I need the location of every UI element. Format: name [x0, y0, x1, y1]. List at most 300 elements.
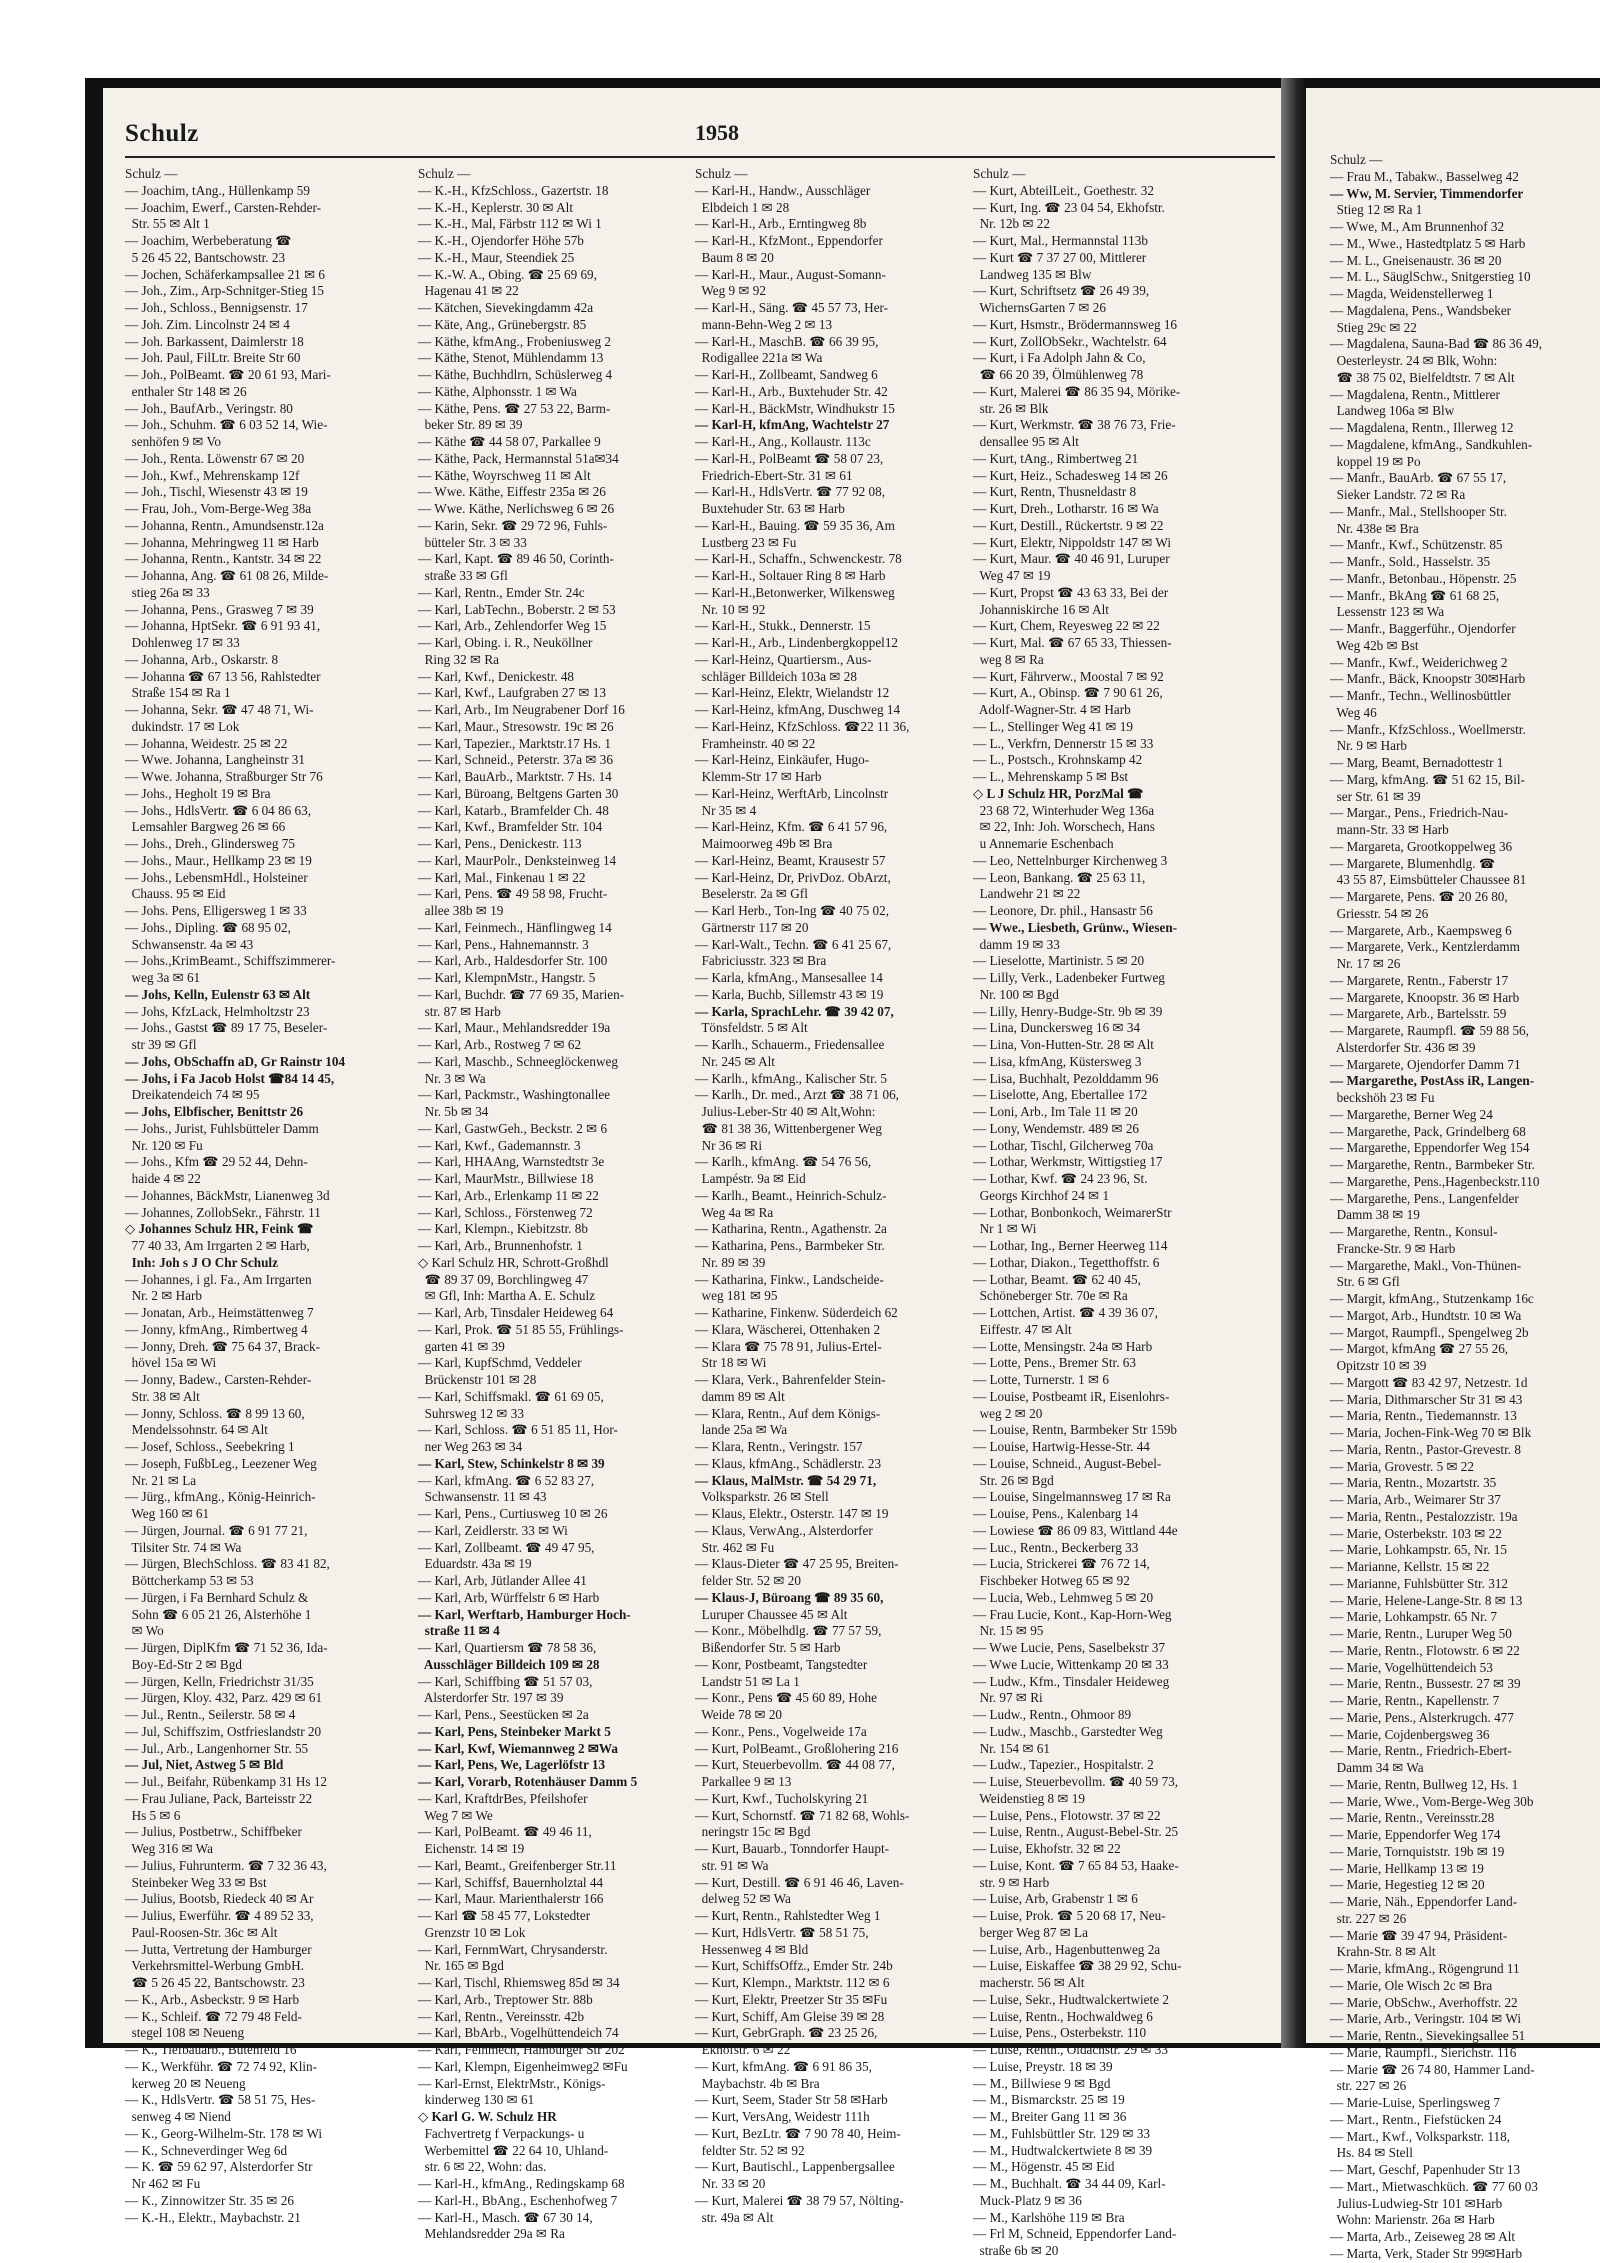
directory-entry-line: Klemm-Str 17 ✉ Harb [695, 769, 822, 784]
directory-entry-line: — Karl-Heinz, Quartiersm., Aus- [695, 651, 872, 667]
directory-entry-line: — Karl, KraftdrBes, Pfeilshofer [418, 1790, 588, 1806]
directory-entry-line: Ekhofstr. 6 ✉ 22 [695, 2042, 791, 2057]
directory-entry-line: — Johs., Dipling. ☎ 68 95 02, [125, 919, 291, 935]
directory-entry-line: — Karl-H., BbAng., Eschenhofweg 7 [418, 2192, 618, 2208]
directory-entry-line: Str. 6 ✉ Gfl [1330, 1274, 1400, 1290]
directory-entry-line: stegel 108 ✉ Neueng [125, 2025, 245, 2041]
directory-entry-line: — Karl, Büroang, Beltgens Garten 30 [418, 785, 619, 801]
directory-entry-line: — Johanna ☎ 67 13 56, Rahlstedter [125, 668, 321, 684]
directory-entry-line: Werbemittel ☎ 22 64 10, Uhland- [418, 2142, 609, 2158]
directory-entry-line: — Wwe Lucie, Wittenkamp 20 ✉ 33 [973, 1656, 1169, 1672]
directory-entry-line: — Lina, Dunckersweg 16 ✉ 34 [973, 1020, 1141, 1036]
running-header [125, 116, 1275, 158]
directory-entry-line: Str 18 ✉ Wi [695, 1355, 767, 1371]
directory-entry-line: — Julius, Postbetrw., Schiffbeker [125, 1824, 302, 1840]
directory-entry-line: Lemsahler Bargweg 26 ✉ 66 [125, 819, 286, 835]
directory-entry-line: — Josef, Schloss., Seebekring 1 [125, 1439, 295, 1454]
directory-entry-line: — Jürg., kfmAng., König-Heinrich- [125, 1489, 316, 1505]
directory-entry-line: — Karla, kfmAng., Mansesallee 14 [695, 970, 883, 985]
directory-entry-line: — Karl, Schiffsmakl. ☎ 61 69 05, [418, 1388, 604, 1404]
directory-entry-line: — Karl, Maur. Marienthalerstr 166 [418, 1891, 604, 1907]
directory-entry-line: — Lony, Wendemstr. 489 ✉ 26 [973, 1120, 1140, 1136]
directory-entry-line: — Klara, Rentn., Veringstr. 157 [695, 1439, 863, 1454]
directory-entry-line: — Karl, Schloss., Förstenweg 72 [418, 1204, 593, 1220]
directory-entry-line: — L., Stellinger Weg 41 ✉ 19 [973, 718, 1133, 734]
directory-column-right [1330, 152, 1598, 2261]
directory-entry-line: Fachvertretg f Verpackungs- u [418, 2125, 585, 2141]
directory-entry-line: — Manfr., Sold., Hasselstr. 35 [1330, 554, 1491, 569]
directory-entry-line: — Karlh., kfmAng. ☎ 54 76 56, [695, 1154, 872, 1170]
directory-entry-line: — Manfr., Baggerführ., Ojendorfer [1330, 621, 1516, 636]
directory-entry-line: — Manfr., Betonbau., Höpenstr. 25 [1330, 570, 1517, 586]
directory-entry-line: — Marie, Pens., Alsterkrugch. 477 [1330, 1709, 1514, 1725]
directory-entry-line: — Karl, BauArb., Marktstr. 7 Hs. 14 [418, 769, 612, 784]
directory-entry-line: — Luise, Kont. ☎ 7 65 84 53, Haake- [973, 1857, 1179, 1873]
directory-entry-line: — Liselotte, Ang, Ebertallee 172 [973, 1087, 1148, 1103]
directory-entry-line: — Karl-H., BäckMstr, Windhukstr 15 [695, 400, 895, 416]
directory-entry-line: — Karl, Pens, Steinbeker Markt 5 [418, 1723, 611, 1739]
directory-entry-line: beckshöh 23 ✉ Fu [1330, 1090, 1435, 1105]
directory-entry-line: — Magdalena, Rentn., Mittlerer [1330, 386, 1500, 402]
directory-entry-line: — Margarethe, PostAss iR, Langen- [1330, 1073, 1535, 1089]
directory-entry-line: — Johs., Dreh., Glindersweg 75 [125, 836, 295, 851]
directory-entry-line: — Wwe. Käthe, Nerlichsweg 6 ✉ 26 [418, 501, 615, 516]
directory-entry-line: — Kurt, Chem, Reyesweg 22 ✉ 22 [973, 618, 1160, 634]
directory-entry-line: Damm 38 ✉ 19 [1330, 1207, 1420, 1223]
directory-entry-line: Straße 154 ✉ Ra 1 [125, 685, 231, 701]
directory-entry-line: Brückenstr 101 ✉ 28 [418, 1372, 537, 1387]
directory-entry-line: — Julius, Bootsb, Riedeck 40 ✉ Ar [125, 1891, 314, 1907]
directory-entry-line: — Wwe. Johanna, Langheinstr 31 [125, 752, 305, 768]
directory-entry-line: ◇ Johannes Schulz HR, Feink ☎ [125, 1221, 314, 1237]
directory-entry-line: — Karl, Schiffbing ☎ 51 57 03, [418, 1673, 593, 1689]
directory-entry-line: — Manfr., KfzSchloss., Woellmerstr. [1330, 721, 1526, 737]
directory-entry-line: — Karl, Kwf., Bramfelder Str. 104 [418, 819, 603, 835]
directory-entry-line: — Johs., LebensmHdl., Holsteiner [125, 869, 308, 885]
directory-entry-line: — Luise, Rentn., August-Bebel-Str. 25 [973, 1824, 1179, 1840]
directory-entry-line: — Julius, Fuhrunterm. ☎ 7 32 36 43, [125, 1857, 327, 1873]
directory-entry-line: — Karl, Kwf., Laufgraben 27 ✉ 13 [418, 685, 606, 701]
directory-entry-line: — Maria, Dithmarscher Str 31 ✉ 43 [1330, 1391, 1523, 1407]
directory-entry-line: — Karl, Feinmech., Hänflingweg 14 [418, 919, 612, 935]
directory-entry-line: — Lothar, Ing., Berner Heerweg 114 [973, 1238, 1168, 1253]
directory-entry-line: — Karl-H., Ang., Kollaustr. 113c [695, 434, 871, 449]
directory-entry-line: — Wwe. Käthe, Eiffestr 235a ✉ 26 [418, 484, 606, 500]
directory-entry-line: — Klara, Rentn., Auf dem Königs- [695, 1405, 881, 1421]
directory-entry-line: — Katharina, Pens., Barmbeker Str. [695, 1238, 885, 1253]
directory-entry-line: — Katharina, Rentn., Agathenstr. 2a [695, 1221, 887, 1237]
directory-entry-line: Sohn ☎ 6 05 21 26, Alsterhöhe 1 [125, 1606, 312, 1622]
directory-entry-line: Oesterleystr. 24 ✉ Blk, Wohn: [1330, 353, 1498, 368]
directory-entry-line: — Marie, Cojdenbergsweg 36 [1330, 1726, 1490, 1742]
directory-entry-line: — Marie, Lohkampstr. 65, Nr. 15 [1330, 1542, 1507, 1558]
directory-entry-line: — Karl, Pens., Denickestr. 113 [418, 836, 582, 851]
directory-entry-line: — Magda, Weidenstellerweg 1 [1330, 286, 1494, 301]
directory-entry-line: Nr. 100 ✉ Bgd [973, 986, 1059, 1002]
directory-entry-line: — Marie, Lohkampstr. 65 Nr. 7 [1330, 1609, 1498, 1625]
directory-entry-line: Paul-Roosen-Str. 36c ✉ Alt [125, 1924, 278, 1940]
directory-entry-line: — Louise, Singelmannsweg 17 ✉ Ra [973, 1489, 1171, 1505]
directory-entry-line: — Magdalena, Rentn., Illerweg 12 [1330, 420, 1514, 435]
directory-entry-line: — Joachim, tAng., Hüllenkamp 59 [125, 182, 310, 198]
directory-entry-line: — Joh., Zim., Arp-Schnitger-Stieg 15 [125, 283, 324, 299]
directory-entry-line: — Marie, Rentn, Bullweg 12, Hs. 1 [1330, 1776, 1519, 1792]
directory-entry-line: — Kurt, Schornstf. ☎ 71 82 68, Wohls- [695, 1807, 910, 1823]
directory-entry-line: — Karl, Pens. ☎ 49 58 98, Frucht- [418, 886, 608, 902]
directory-entry-line: Julius-Ludwieg-Str 101 ✉Harb [1330, 2195, 1503, 2211]
directory-entry-line: — Joh., Renta. Löwenstr 67 ✉ 20 [125, 450, 305, 466]
directory-entry-line: — Karl, Pens, We, Lagerlöfstr 13 [418, 1757, 606, 1773]
directory-entry-line: — Joh. Barkassent, Daimlerstr 18 [125, 333, 304, 349]
directory-entry-line: — Karl, BbArb., Vogelhüttendeich 74 [418, 2025, 619, 2041]
directory-column-4 [973, 166, 1268, 2258]
directory-entry-line: — K. ☎ 59 62 97, Alsterdorfer Str [125, 2159, 313, 2175]
directory-entry-line: — Jürgen, Journal. ☎ 6 91 77 21, [125, 1522, 308, 1538]
directory-entry-line: — Margarete, Rentn., Faberstr 17 [1330, 972, 1509, 988]
directory-entry-line: — Karl, Pens., Seestücken ✉ 2a [418, 1707, 589, 1722]
directory-entry-line: ◇ L J Schulz HR, PorzMal ☎ [973, 785, 1144, 801]
directory-entry-line: ✉ 22, Inh: Joh. Worschech, Hans [973, 819, 1155, 835]
directory-entry-line: — Karl, Rentn., Vereinsstr. 42b [418, 2008, 585, 2024]
directory-entry-line: Schwansenstr. 4a ✉ 43 [125, 936, 254, 952]
directory-entry-line: — M., Fuhlsbüttler Str. 129 ✉ 33 [973, 2125, 1151, 2141]
directory-entry-line: — Marie, Hellkamp 13 ✉ 19 [1330, 1860, 1484, 1876]
directory-entry-line: — Ludw., Rentn., Ohmoor 89 [973, 1707, 1132, 1722]
directory-entry-line: Weg 47 ✉ 19 [973, 568, 1051, 583]
directory-entry-line: Nr. 21 ✉ La [125, 1472, 197, 1488]
directory-entry-line: — Kurt, Bauarb., Tonndorfer Haupt- [695, 1841, 890, 1856]
directory-entry-line: ◇ Karl G. W. Schulz HR [418, 2109, 557, 2124]
directory-entry-line: — Margarete, Blumenhdlg. ☎ [1330, 855, 1496, 871]
directory-entry-line: — Käthe, Pens. ☎ 27 53 22, Barm- [418, 400, 611, 416]
directory-entry-line: Fabriciusstr. 323 ✉ Bra [695, 953, 827, 969]
directory-entry-line: — Karl-H., kfmAng., Redingskamp 68 [418, 2176, 625, 2191]
directory-entry-line: — Margarethe, Eppendorfer Weg 154 [1330, 1140, 1530, 1156]
directory-entry-line: Weg 160 ✉ 61 [125, 1506, 210, 1521]
directory-entry-line: — Joseph, FußbLeg., Leezener Weg [125, 1455, 317, 1471]
directory-entry-line: straße 33 ✉ Gfl [418, 568, 508, 583]
directory-entry-line: — Loni, Arb., Im Tale 11 ✉ 20 [973, 1104, 1138, 1119]
directory-entry-line: — Karl, Arb., Erlenkamp 11 ✉ 22 [418, 1187, 599, 1203]
directory-entry-line: — Lotte, Pens., Bremer Str. 63 [973, 1355, 1136, 1371]
directory-entry-line: Str. 26 ✉ Bgd [973, 1472, 1054, 1488]
directory-entry-line: — Johanna, Rentn., Amundsenstr.12a [125, 517, 324, 533]
directory-entry-line: Weg 46 [1330, 704, 1377, 720]
directory-entry-line: — Frau Lucie, Kont., Kap-Horn-Weg [973, 1606, 1172, 1622]
directory-entry-line: weg 3a ✉ 61 [125, 970, 201, 985]
directory-entry-line: — Lucia, Strickerei ☎ 76 72 14, [973, 1556, 1150, 1572]
directory-entry-line: — L., Mehrenskamp 5 ✉ Bst [973, 769, 1128, 784]
directory-entry-line: — Karl, Arb., Rostweg 7 ✉ 62 [418, 1037, 582, 1052]
directory-entry-line: lande 25a ✉ Wa [695, 1422, 788, 1438]
directory-entry-line: — Karl, Vorarb, Rotenhäuser Damm 5 [418, 1774, 638, 1789]
directory-entry-line: — Karl-H., Schaffn., Schwenckestr. 78 [695, 551, 902, 567]
directory-entry-line: — Margarete, Pens. ☎ 20 26 80, [1330, 889, 1508, 904]
directory-entry-line: — Karl-Ernst, ElektrMstr., Königs- [418, 2075, 606, 2091]
directory-entry-line: Nr. 89 ✉ 39 [695, 1254, 766, 1270]
directory-entry-line: Ring 32 ✉ Ra [418, 651, 500, 667]
directory-entry-line: — Wwe, M., Am Brunnenhof 32 [1330, 219, 1505, 234]
directory-entry-line: — Magdalena, Sauna-Bad ☎ 86 36 49, [1330, 336, 1542, 352]
directory-entry-line: enthaler Str 148 ✉ 26 [125, 383, 247, 399]
directory-entry-line: — M., Högenstr. 45 ✉ Eid [973, 2159, 1115, 2175]
directory-entry-line: — Margot, kfmAng ☎ 27 55 26, [1330, 1341, 1509, 1357]
directory-entry-line: — Johanna, Mehringweg 11 ✉ Harb [125, 534, 319, 550]
directory-entry-line: Wohn: Marienstr. 26a ✉ Harb [1330, 2212, 1495, 2228]
directory-entry-line: — Karl, Packmstr., Washingtonallee [418, 1087, 611, 1103]
directory-entry-line: — Karl, Kwf., Denickestr. 48 [418, 668, 575, 684]
directory-entry-line: — Karl, HHAAng, Warnstedtstr 3e [418, 1154, 605, 1170]
directory-entry-line: — Karl, Feinmech, Hamburger Str 202 [418, 2042, 625, 2057]
directory-entry-line: Maybachstr. 4b ✉ Bra [695, 2075, 820, 2091]
directory-entry-line: — Konr., Pens ☎ 45 60 89, Hohe [695, 1690, 877, 1706]
directory-entry-line: Schulz — [125, 166, 178, 181]
directory-entry-line: — Luise, Steuerbevollm. ☎ 40 59 73, [973, 1774, 1179, 1789]
directory-entry-line: — Kurt, Malerei ☎ 38 79 57, Nölting- [695, 2192, 904, 2208]
directory-entry-line: — Manfr., BkAng ☎ 61 68 25, [1330, 587, 1500, 603]
directory-entry-line: — Karl, Buchdr. ☎ 77 69 35, Marien- [418, 986, 625, 1002]
directory-entry-line: — Karlh., Schauerm., Friedensallee [695, 1037, 885, 1052]
directory-entry-line: — Lothar, Kwf. ☎ 24 23 96, St. [973, 1171, 1148, 1186]
directory-entry-line: Georgs Kirchhof 24 ✉ 1 [973, 1187, 1110, 1203]
directory-entry-line: — Marie, Ole Wisch 2c ✉ Bra [1330, 1977, 1493, 1993]
directory-entry-line: — K.-H., Elektr., Maybachstr. 21 [125, 2209, 301, 2225]
directory-entry-line: stieg 26a ✉ 33 [125, 584, 210, 600]
directory-entry-line: — Johs, Elbfischer, Benittstr 26 [125, 1104, 304, 1119]
directory-entry-line: — Karl, Tapezier., Marktstr.17 Hs. 1 [418, 735, 611, 751]
directory-entry-line: feldter Str. 52 ✉ 92 [695, 2142, 805, 2158]
directory-entry-line: — Karl-H.,Betonwerker, Wilkensweg [695, 584, 895, 600]
directory-entry-line: — Marie, Helene-Lange-Str. 8 ✉ 13 [1330, 1592, 1523, 1608]
directory-entry-line: — Maria, Rentn., Tiedemannstr. 13 [1330, 1408, 1517, 1424]
directory-entry-line: Nr 462 ✉ Fu [125, 2176, 201, 2191]
directory-entry-line: ☎ 89 37 09, Borchlingweg 47 [418, 1271, 589, 1287]
directory-entry-line: — Mart., Kwf., Volksparkstr. 118, [1330, 2128, 1510, 2144]
directory-entry-line: — Karl-H., Handw., Ausschläger [695, 182, 871, 198]
directory-entry-line: Landwehr 21 ✉ 22 [973, 886, 1081, 902]
directory-entry-line: — Klara, Wäscherei, Ottenhaken 2 [695, 1321, 881, 1337]
directory-entry-line: — Johanna, Ang. ☎ 61 08 26, Milde- [125, 568, 329, 583]
directory-entry-line: — Margarethe, Rentn., Konsul- [1330, 1224, 1498, 1239]
directory-entry-line: — Luise, Arb, Grabenstr 1 ✉ 6 [973, 1891, 1138, 1907]
directory-entry-line: — K., Zinnowitzer Str. 35 ✉ 26 [125, 2192, 294, 2208]
directory-entry-line: — Margarete, Ojendorfer Damm 71 [1330, 1056, 1521, 1072]
directory-entry-line: — Klara ☎ 75 78 91, Julius-Ertel- [695, 1338, 882, 1354]
directory-entry-line: — Luise, Rentn., Oldachstr. 29 ✉ 33 [973, 2042, 1168, 2057]
directory-entry-line: — Karl, Arb, Jütlander Allee 41 [418, 1573, 587, 1588]
directory-entry-line: — Karlh., Dr. med., Arzt ☎ 38 71 06, [695, 1087, 899, 1103]
directory-entry-line: — Karl, PolBeamt. ☎ 49 46 11, [418, 1824, 592, 1840]
directory-entry-line: Bißendorfer Str. 5 ✉ Harb [695, 1640, 841, 1655]
directory-entry-line: — Marie, Tornquiststr. 19b ✉ 19 [1330, 1843, 1505, 1859]
directory-entry-line: — Margarethe, Berner Weg 24 [1330, 1106, 1493, 1122]
directory-entry-line: Volksparkstr. 26 ✉ Stell [695, 1489, 829, 1505]
directory-entry-line: — Kurt, Kwf., Tucholskyring 21 [695, 1790, 869, 1806]
directory-entry-line: — Margarete, Verk., Kentzlerdamm [1330, 939, 1520, 955]
directory-entry-line: — Karl-H., Bauing. ☎ 59 35 36, Am [695, 517, 895, 533]
directory-entry-line: 43 55 87, Eimsbütteler Chaussee 81 [1330, 872, 1527, 888]
directory-entry-line: — Joachim, Werbeberatung ☎ [125, 233, 292, 248]
directory-entry-line: Boy-Ed-Str 2 ✉ Bgd [125, 1656, 242, 1672]
directory-entry-line: — Kurt, kfmAng. ☎ 6 91 86 35, [695, 2058, 872, 2074]
directory-entry-line: — Karl, Werftarb, Hamburger Hoch- [418, 1606, 631, 1622]
directory-entry-line: Nr. 3 ✉ Wa [418, 1070, 486, 1086]
directory-entry-line: — Kurt, Rentn., Rahlstedter Weg 1 [695, 1908, 881, 1923]
directory-entry-line: — Kurt, i Fa Adolph Jahn & Co, [973, 350, 1146, 366]
directory-entry-line: Nr. 438e ✉ Bra [1330, 520, 1419, 536]
directory-entry-line: — Margar., Pens., Friedrich-Nau- [1330, 805, 1509, 821]
directory-entry-line: Schöneberger Str. 70e ✉ Ra [973, 1288, 1128, 1304]
directory-entry-line: — Johs., Maur., Hellkamp 23 ✉ 19 [125, 852, 312, 868]
directory-entry-line: — Karla, Buchb, Sillemstr 43 ✉ 19 [695, 986, 884, 1002]
directory-entry-line: beker Str. 89 ✉ 39 [418, 417, 523, 433]
directory-entry-line: Weide 78 ✉ 20 [695, 1707, 783, 1722]
directory-entry-line: — Mart, Geschf, Papenhuder Str 13 [1330, 2162, 1521, 2177]
directory-entry-line: — L., Verkfrn, Dennerstr 15 ✉ 33 [973, 735, 1154, 751]
directory-entry-line: — Karl-Heinz, Elektr, Wielandstr 12 [695, 685, 890, 701]
directory-entry-line: — Kurt, Klempn., Marktstr. 112 ✉ 6 [695, 1975, 890, 1990]
directory-entry-line: — K., Georg-Wilhelm-Str. 178 ✉ Wi [125, 2125, 323, 2141]
directory-entry-line: — Marie ☎ 26 74 80, Hammer Land- [1330, 2061, 1535, 2077]
directory-entry-line: — Johanna, Sekr. ☎ 47 48 71, Wi- [125, 702, 314, 717]
directory-entry-line: — Frau Juliane, Pack, Barteisstr 22 [125, 1790, 313, 1806]
directory-entry-line: — Jul, Niet, Astweg 5 ✉ Bld [125, 1757, 284, 1773]
directory-entry-line: — Wwe., Liesbeth, Grünw., Wiesen- [973, 919, 1178, 935]
directory-entry-line: — Karl, Stew, Schinkelstr 8 ✉ 39 [418, 1455, 605, 1471]
directory-entry-line: — Jutta, Vertretung der Hamburger [125, 1941, 312, 1957]
directory-entry-line: — K.-W. A., Obing. ☎ 25 69 69, [418, 266, 597, 282]
directory-entry-line: — Karl-H., Soltauer Ring 8 ✉ Harb [695, 568, 886, 583]
directory-entry-line: Eichenstr. 14 ✉ 19 [418, 1841, 525, 1856]
directory-entry-line: — Kurt, Destill. ☎ 6 91 46 46, Laven- [695, 1874, 904, 1890]
directory-entry-line: — Kurt, Bautischl., Lappenbergsallee [695, 2159, 895, 2175]
directory-entry-line: — Luise, Pens., Osterbekstr. 110 [973, 2025, 1147, 2041]
directory-entry-line: — Karl, Zeidlerstr. 33 ✉ Wi [418, 1522, 568, 1538]
directory-entry-line: — Klaus-J, Büroang ☎ 89 35 60, [695, 1589, 884, 1605]
directory-entry-line: — M., Billwiese 9 ✉ Bgd [973, 2075, 1111, 2091]
directory-entry-line: — Lottchen, Artist. ☎ 4 39 36 07, [973, 1305, 1158, 1320]
directory-entry-line: — Kurt, VersAng, Weidestr 111h [695, 2109, 870, 2124]
directory-entry-line: — Lieselotte, Martinistr. 5 ✉ 20 [973, 953, 1145, 969]
directory-entry-line: Nr. 165 ✉ Bgd [418, 1958, 504, 1974]
directory-entry-line: delweg 52 ✉ Wa [695, 1891, 791, 1907]
directory-entry-line: — Lina, Von-Hutten-Str. 28 ✉ Alt [973, 1037, 1154, 1052]
directory-entry-line: Str. 38 ✉ Alt [125, 1388, 200, 1404]
directory-entry-line: — Marie ☎ 39 47 94, Präsident- [1330, 1927, 1508, 1943]
directory-entry-line: — Marie, Arb., Veringstr. 104 ✉ Wi [1330, 2011, 1521, 2027]
directory-entry-line: — Marie, Eppendorfer Weg 174 [1330, 1827, 1501, 1842]
directory-entry-line: — Margarete, Arb., Kaempsweg 6 [1330, 922, 1512, 938]
directory-entry-line: — M., Wwe., Hastedtplatz 5 ✉ Harb [1330, 235, 1526, 251]
directory-entry-line: str. 6 ✉ 22, Wohn: das. [418, 2159, 547, 2175]
directory-entry-line: — Karl, Arb., Im Neugrabener Dorf 16 [418, 702, 625, 717]
directory-entry-line: — Konr., Möbelhdlg. ☎ 77 57 59, [695, 1623, 882, 1639]
directory-entry-line: — Karl-Heinz, Einkäufer, Hugo- [695, 752, 870, 768]
directory-entry-line: densallee 95 ✉ Alt [973, 434, 1079, 449]
directory-entry-line: — Margarethe, Rentn., Barmbeker Str. [1330, 1157, 1535, 1172]
directory-entry-line: — K., Werkführ. ☎ 72 74 92, Klin- [125, 2058, 318, 2074]
directory-entry-line: — Karl, Katarb., Bramfelder Ch. 48 [418, 802, 609, 818]
directory-entry-line: Ausschläger Billdeich 109 ✉ 28 [418, 1656, 600, 1672]
directory-entry-line: str. 91 ✉ Wa [695, 1857, 769, 1873]
directory-entry-line: Stieg 29c ✉ 22 [1330, 319, 1417, 335]
directory-entry-line: — Luise, Preystr. 18 ✉ 39 [973, 2058, 1113, 2074]
directory-entry-line: — Kurt, Schiff, Am Gleise 39 ✉ 28 [695, 2008, 885, 2024]
directory-entry-line: — Kurt, SchiffsOffz., Emder Str. 24b [695, 1958, 893, 1974]
directory-entry-line: — Marg, kfmAng. ☎ 51 62 15, Bil- [1330, 771, 1525, 787]
directory-entry-line: — Karl-H., Maur., August-Somann- [695, 266, 886, 282]
directory-entry-line: — Johanna, Arb., Oskarstr. 8 [125, 651, 279, 667]
directory-entry-line: — Kurt, Hsmstr., Brödermannsweg 16 [973, 316, 1178, 332]
directory-entry-line: — Mart., Mietwaschküch. ☎ 77 60 03 [1330, 2178, 1538, 2194]
directory-entry-line: ☎ 38 75 02, Bielfeldtstr. 7 ✉ Alt [1330, 369, 1515, 385]
directory-entry-line: — Marie, Rentn., Vereinsstr.28 [1330, 1810, 1495, 1826]
directory-entry-line: — Luise, Sekr., Hudtwalckertwiete 2 [973, 1991, 1169, 2007]
directory-entry-line: — M. L., SäuglSchw., Snitgerstieg 10 [1330, 269, 1531, 285]
directory-entry-line: — Käthe ☎ 44 58 07, Parkallee 9 [418, 434, 601, 449]
directory-entry-line: — Wwe Lucie, Pens, Saselbekstr 37 [973, 1640, 1166, 1655]
directory-entry-line: macherstr. 56 ✉ Alt [973, 1975, 1085, 1990]
directory-entry-line: — Karl, Schloss. ☎ 6 51 85 11, Hor- [418, 1422, 618, 1438]
directory-entry-line: — Karl, Arb., Haldesdorfer Str. 100 [418, 953, 608, 969]
directory-entry-line: — Manfr., BauArb. ☎ 67 55 17, [1330, 470, 1507, 486]
directory-entry-line: — Joh., Schuhm. ☎ 6 03 52 14, Wie- [125, 417, 328, 433]
directory-entry-line: — L., Postsch., Krohnskamp 42 [973, 752, 1143, 768]
directory-entry-line: — Maria, Grovestr. 5 ✉ 22 [1330, 1458, 1474, 1474]
directory-entry-line: allee 38b ✉ 19 [418, 903, 504, 918]
directory-entry-line: — Käthe, Woyrschweg 11 ✉ Alt [418, 467, 591, 483]
directory-entry-line: — Karl, Schiffsf, Bauernholztal 44 [418, 1874, 604, 1890]
directory-entry-line: Hessenweg 4 ✉ Bld [695, 1941, 809, 1957]
directory-entry-line: — Kurt, tAng., Rimbertweg 21 [973, 450, 1139, 466]
directory-entry-line: — Kurt, HdlsVertr. ☎ 58 51 75, [695, 1924, 869, 1940]
directory-entry-line: Nr. 9 ✉ Harb [1330, 738, 1407, 754]
directory-entry-line: Maimoorweg 49b ✉ Bra [695, 836, 833, 851]
directory-entry-line: — Karl, Quartiersm ☎ 78 58 36, [418, 1640, 597, 1655]
directory-entry-line: — Karl, Rentn., Emder Str. 24c [418, 584, 585, 600]
directory-entry-line: Nr. 33 ✉ 20 [695, 2176, 766, 2191]
directory-entry-line: — Lothar, Werkmstr, Wittigstieg 17 [973, 1154, 1163, 1170]
directory-entry-line: — Kurt, PolBeamt., Großlohering 216 [695, 1740, 899, 1756]
directory-entry-line: Nr. 245 ✉ Alt [695, 1053, 775, 1069]
directory-entry-line: — Johannes, ZollobSekr., Fährstr. 11 [125, 1204, 321, 1220]
directory-entry-line: — Jürgen, Kelln, Friedrichstr 31/35 [125, 1673, 314, 1689]
directory-entry-line: — Kurt, Malerei ☎ 86 35 94, Mörike- [973, 383, 1181, 399]
directory-entry-line: — Karin, Sekr. ☎ 29 72 96, Fuhls- [418, 517, 608, 533]
directory-entry-line: — Kurt, Elektr, Preetzer Str 35 ✉Fu [695, 1991, 888, 2007]
directory-entry-line: Str. 55 ✉ Alt 1 [125, 216, 210, 232]
directory-entry-line: — Luc., Rentn., Beckerberg 33 [973, 1539, 1139, 1555]
directory-entry-line: str. 227 ✉ 26 [1330, 1910, 1407, 1926]
directory-entry-line: Landstr 51 ✉ La 1 [695, 1673, 800, 1689]
directory-entry-line: — Kurt, Propst ☎ 43 63 33, Bei der [973, 584, 1169, 600]
directory-entry-line: str 39 ✉ Gfl [125, 1037, 197, 1052]
directory-entry-line: — Marianne, Fuhlsbütter Str. 312 [1330, 1575, 1509, 1591]
directory-entry-line: ✉ Wo [125, 1623, 164, 1639]
directory-entry-line: — Joh., BaufArb., Veringstr. 80 [125, 400, 293, 416]
directory-entry-line: — Maria, Rentn., Mozartstr. 35 [1330, 1475, 1497, 1491]
directory-entry-line: Hs 5 ✉ 6 [125, 1807, 181, 1823]
directory-entry-line: Baum 8 ✉ 20 [695, 249, 774, 265]
directory-entry-line: ser Str. 61 ✉ 39 [1330, 788, 1421, 804]
directory-entry-line: Opitzstr 10 ✉ 39 [1330, 1358, 1427, 1373]
directory-entry-line: damm 19 ✉ 33 [973, 936, 1060, 952]
directory-entry-line: — Marie, Vogelhüttendeich 53 [1330, 1659, 1493, 1675]
directory-entry-line: — Kurt, ZollObSekr., Wachtelstr. 64 [973, 333, 1167, 349]
directory-entry-line: — Marie, Rentn., Friedrich-Ebert- [1330, 1743, 1512, 1759]
directory-entry-line: — Johanna, Rentn., Kantstr. 34 ✉ 22 [125, 551, 322, 567]
directory-entry-line: — Karl, Pens., Hahnemannstr. 3 [418, 936, 589, 952]
